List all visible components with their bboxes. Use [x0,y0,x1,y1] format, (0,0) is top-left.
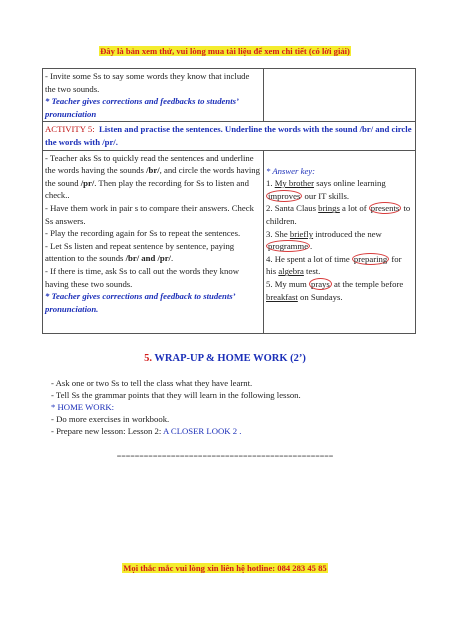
answer-key-title: * Answer key: [266,165,316,176]
answer-3: 3. She briefly introduced the new programme . [266,228,382,252]
preview-notice-banner: Đây là bản xem thử, vui lòng mua tài liệu để xem chi tiết (có lời giải) [100,46,350,56]
step-1: - Teacher aks Ss to quickly read the sentences and underline the words having the sounds /br/, and circle the words having the sound /pr/. Then play the recording for Ss to listen and check.. [45,152,260,201]
invite-instruction: - Invite some Ss to say some words they know that include the two sounds. [45,71,250,94]
table-row [43,150,416,333]
answer-key-cell [264,150,416,333]
empty-cell [264,69,416,122]
wrap-line: - Tell Ss the grammar points that they will learn in the following lesson. [51,390,301,400]
answer-2: 2. Santa Claus brings a lot of presents to children. [266,203,411,226]
homework-label: * HOME WORK: [51,402,115,412]
answer-4: 4. He spent a lot of time preparing for his algebra test. [266,253,402,277]
step-5: - If there is time, ask Ss to call out the words they know having these two sounds. [45,265,239,289]
wrap-line: - Do more exercises in workbook. [51,414,170,424]
wrap-up-content [51,377,411,437]
table-row [43,69,416,122]
hotline-banner: Mọi thắc mắc vui lòng xin liên hệ hotline: 084 283 45 85 [123,563,327,573]
table-row [43,122,416,150]
teacher-feedback-note: * Teacher gives corrections and feedback to students’ pronunciation. [45,291,235,314]
answer-1: 1. My brother says online learning improves our IT skills. [266,178,386,201]
divider-line: ================================================ [116,452,334,461]
lesson-plan-table [42,68,416,334]
wrap-line: - Prepare new lesson: Lesson 2: A CLOSER LOOK 2 . [51,426,242,436]
activity-heading: ACTIVITY 5: Listen and practise the sentences. Underline the words with the sound /br/ and circle the words with /pr/. [43,122,416,150]
procedure-cell [43,150,264,333]
teacher-feedback-note: * Teacher gives corrections and feedbacks to students’ pronunciation [45,96,239,119]
step-2: - Have them work in pair s to compare their answers. Check Ss answers. [45,202,254,226]
wrap-line: - Ask one or two Ss to tell the class what they have learnt. [51,378,253,388]
step-4: - Let Ss listen and repeat sentence by sentence, paying attention to the sounds /br/ and /pr/. [45,240,235,264]
wrap-up-heading: 5. WRAP-UP & HOME WORK (2’) [144,353,306,364]
answer-5: 5. My mum prays at the temple before breakfast on Sundays. [266,278,404,302]
step-3: - Play the recording again for Ss to repeat the sentences. [45,228,241,239]
teacher-activities-cell [43,69,264,122]
